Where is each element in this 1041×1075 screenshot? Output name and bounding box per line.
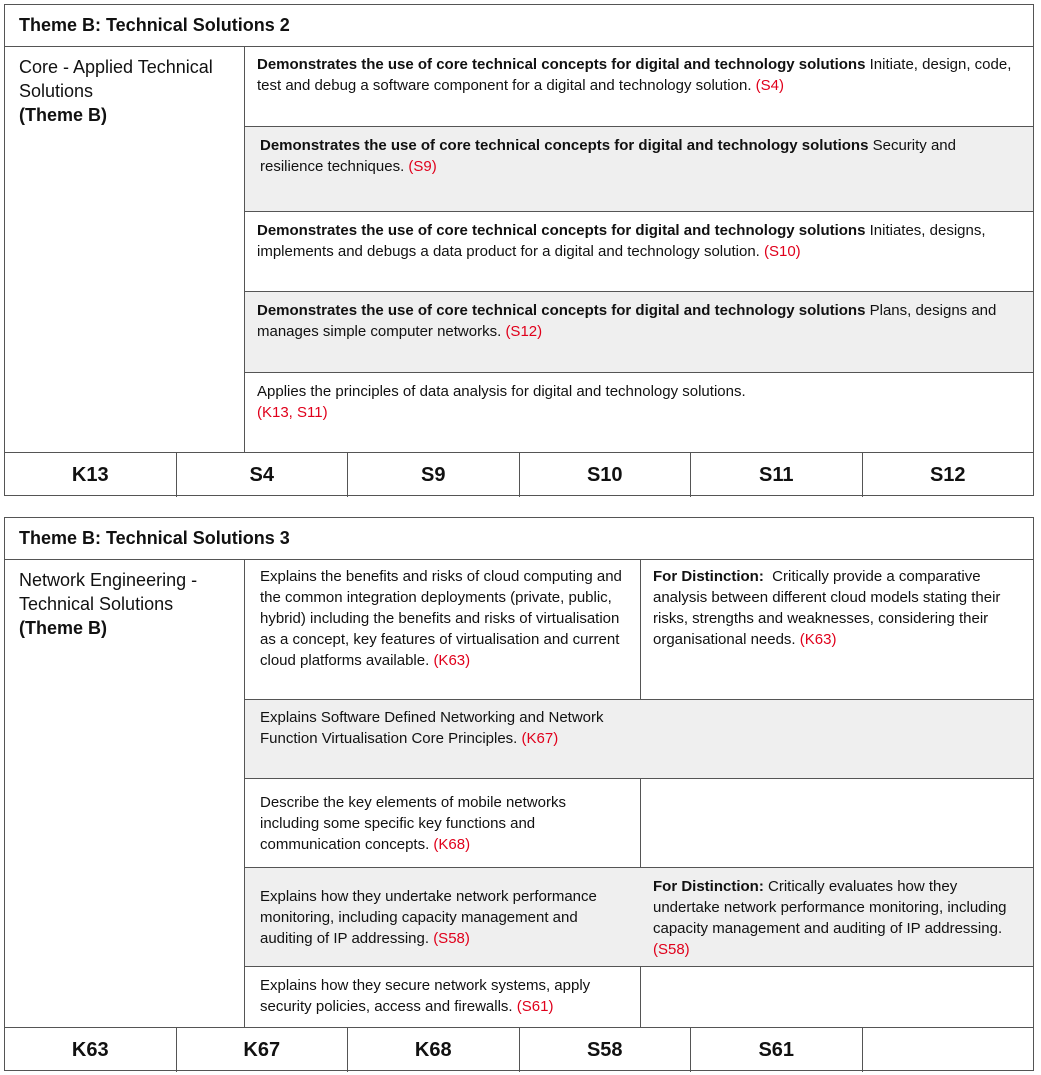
distinction-heading: For Distinction:	[653, 568, 764, 585]
criteria-row	[245, 559, 640, 700]
code-cell: K68	[348, 1028, 520, 1072]
criteria-ref: (S4)	[755, 77, 785, 94]
criteria-heading: Demonstrates the use of core technical concepts for digital and technology solutions	[260, 137, 869, 154]
code-cell: S58	[520, 1028, 692, 1072]
criteria-heading: Demonstrates the use of core technical concepts for digital and technology solutions	[257, 56, 866, 73]
theme-label-cell	[5, 46, 245, 452]
code-row	[5, 1027, 1033, 1072]
criteria-row	[245, 212, 1033, 292]
criteria-text: Plans, designs and manages simple computer networks.	[257, 302, 997, 340]
code-cell: S12	[929, 464, 966, 486]
criteria-row	[245, 292, 1033, 373]
criteria-table-technical-solutions-3	[4, 517, 1034, 1071]
theme-tag: (Theme B)	[19, 105, 108, 125]
distinction-text: Critically provide a comparative analysis between different cloud models stating their risks, strengths and weaknesses, considering their organisational needs.	[653, 568, 1005, 648]
distinction-heading: For Distinction:	[653, 878, 764, 895]
criteria-text: Initiate, design, code, test and debug a software component for a digital and technology solution.	[257, 56, 1012, 94]
criteria-ref: (S10)	[764, 243, 801, 260]
criteria-row	[245, 700, 640, 779]
criteria-text: Applies the principles of data analysis for digital and technology solutions.	[257, 383, 746, 400]
criteria-heading: Demonstrates the use of core technical concepts for digital and technology solutions	[257, 222, 866, 239]
criteria-row	[245, 127, 1033, 212]
criteria-text: Initiates, designs, implements and debugs a data product for a digital and technology solution.	[257, 222, 986, 260]
theme-label-cell	[5, 559, 245, 1027]
criteria-row	[245, 868, 640, 967]
code-cell: S9	[348, 453, 520, 497]
criteria-ref: (S58)	[433, 930, 470, 947]
code-cell: S10	[520, 453, 692, 497]
distinction-cell	[640, 700, 1033, 779]
table-title: Theme B: Technical Solutions 3	[5, 518, 1033, 560]
criteria-ref: (K13, S11)	[257, 404, 328, 421]
distinction-text: Critically evaluates how they undertake network performance monitoring, including capacity management and auditing of IP addressing.	[653, 878, 1007, 937]
code-cell: K67	[177, 1028, 349, 1072]
distinction-cell	[640, 779, 1033, 868]
code-cell: K13	[5, 453, 177, 497]
criteria-row	[245, 967, 640, 1027]
theme-label: Core - Applied Technical Solutions	[19, 57, 213, 101]
criteria-row	[245, 779, 640, 868]
criteria-heading: Demonstrates the use of core technical concepts for digital and technology solutions	[257, 302, 866, 319]
code-cell: S11	[691, 453, 863, 497]
criteria-ref: (K67)	[521, 730, 559, 747]
distinction-ref: (K63)	[799, 631, 837, 648]
theme-tag: (Theme B)	[19, 618, 108, 638]
criteria-ref: (S9)	[408, 158, 437, 175]
criteria-ref: (S12)	[505, 323, 543, 340]
code-cell: S61	[691, 1028, 863, 1072]
criteria-text: Explains the benefits and risks of cloud computing and the common integration deployments (private, public, hybrid) including the benefits and risks of virtualisation as a concept, key features of virtualisation and current cloud platforms available.	[260, 568, 622, 669]
distinction-cell	[640, 868, 1033, 967]
criteria-text: Describe the key elements of mobile networks including some specific key functions and communication concepts.	[260, 794, 566, 853]
distinction-ref: (S58)	[653, 941, 690, 958]
criteria-text: Explains how they secure network systems, apply security policies, access and firewalls.	[260, 977, 591, 1015]
criteria-ref: (S61)	[516, 998, 554, 1015]
code-cell	[863, 1028, 1034, 1072]
criteria-text: Security and resilience techniques.	[260, 137, 956, 175]
code-row	[5, 452, 1033, 497]
criteria-ref: (K68)	[433, 836, 471, 853]
theme-label: Network Engineering - Technical Solutions	[19, 570, 198, 614]
criteria-text: Explains Software Defined Networking and Network Function Virtualisation Core Principles.	[260, 709, 604, 747]
distinction-cell	[640, 559, 1033, 700]
code-cell: K63	[5, 1028, 177, 1072]
criteria-table-technical-solutions-2	[4, 4, 1034, 496]
criteria-text: Explains how they undertake network performance monitoring, including capacity management and auditing of IP addressing.	[260, 888, 597, 947]
criteria-row	[245, 373, 1033, 452]
code-cell: S4	[177, 453, 349, 497]
criteria-row	[245, 46, 1033, 127]
criteria-ref: (K63)	[433, 652, 471, 669]
table-title: Theme B: Technical Solutions 2	[5, 5, 1033, 47]
